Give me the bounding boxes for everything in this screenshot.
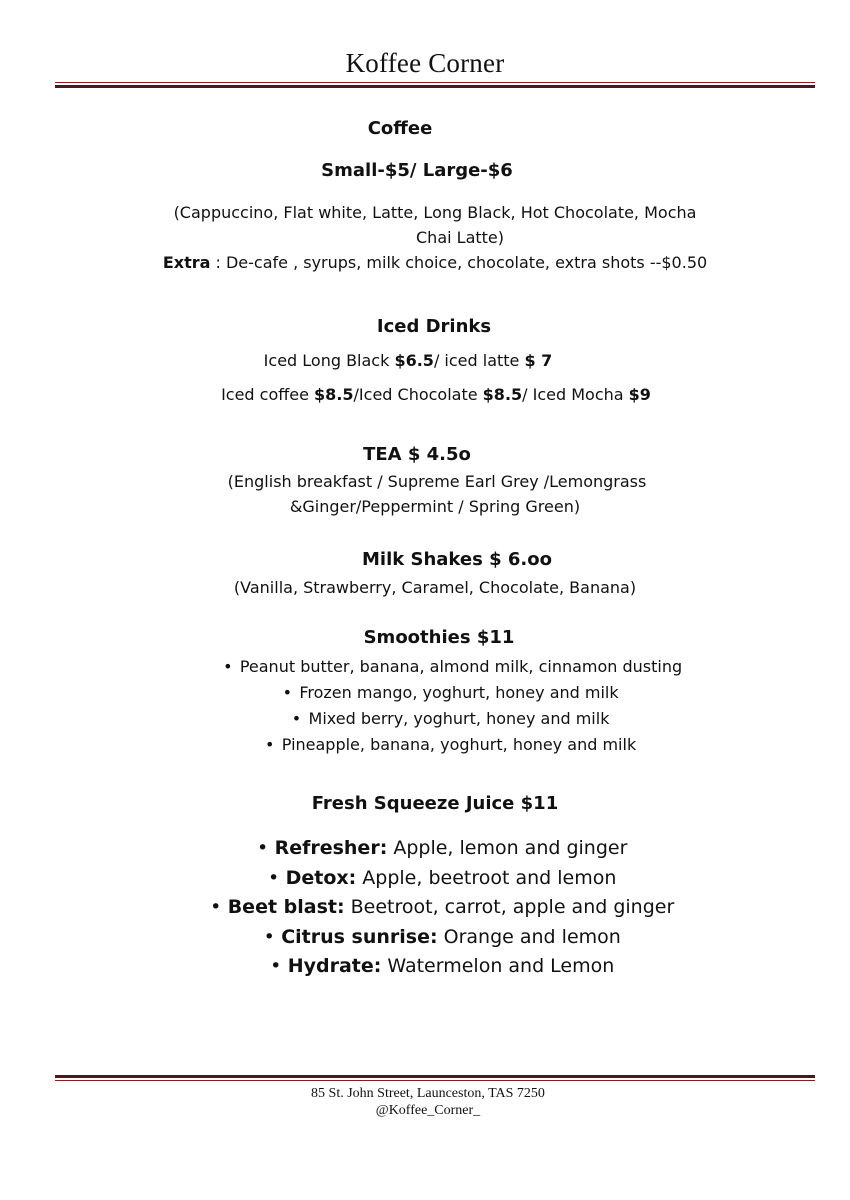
iced-item-text: Iced coffee xyxy=(221,385,315,404)
smoothies-heading: Smoothies $11 xyxy=(363,627,515,648)
juice-item xyxy=(14,926,850,948)
footer-divider xyxy=(55,1075,815,1082)
bullet-icon: • xyxy=(210,896,222,918)
bullet-icon: • xyxy=(282,683,293,702)
smoothie-item-text: Pineapple, banana, yoghurt, honey and milk xyxy=(281,735,637,754)
smoothie-item xyxy=(22,735,850,754)
iced-item-text: / Iced Mocha xyxy=(522,385,629,404)
bullet-icon: • xyxy=(256,837,269,859)
juice-item-desc: Apple, beetroot and lemon xyxy=(356,867,617,889)
iced-line1 xyxy=(0,351,833,370)
bullet-icon: • xyxy=(270,955,282,977)
bullet-icon: • xyxy=(267,867,280,889)
juice-heading: Fresh Squeeze Juice $11 xyxy=(311,793,559,814)
iced-item-price: $9 xyxy=(628,385,651,404)
juice-item-name: Refresher: xyxy=(274,837,388,859)
iced-item-price: $8.5 xyxy=(482,385,523,404)
juice-item-name: Citrus sunrise: xyxy=(281,926,438,948)
juice-item-desc: Orange and lemon xyxy=(437,926,621,948)
shakes-heading: Milk Shakes $ 6.oo xyxy=(362,549,552,570)
juice-item xyxy=(14,955,850,977)
smoothie-item xyxy=(24,657,850,676)
coffee-extras xyxy=(10,253,850,272)
juice-item xyxy=(14,837,850,859)
footer-address: 85 St. John Street, Launceston, TAS 7250 xyxy=(311,1086,545,1101)
bullet-icon: • xyxy=(265,735,275,754)
bullet-icon: • xyxy=(223,657,233,676)
coffee-price: Small-$5/ Large-$6 xyxy=(321,160,513,181)
juice-item-desc: Watermelon and Lemon xyxy=(381,955,615,977)
juice-item-name: Hydrate: xyxy=(287,955,382,977)
extra-text: : De-cafe , syrups, milk choice, chocolate, extra shots --$0.50 xyxy=(210,253,708,272)
juice-item-desc: Apple, lemon and ginger xyxy=(387,837,628,859)
iced-item-price: $8.5 xyxy=(314,385,354,404)
extra-label: Extra xyxy=(162,253,211,272)
bullet-icon: • xyxy=(291,709,302,728)
coffee-types-line2: Chai Latte) xyxy=(416,228,504,247)
header-divider xyxy=(55,82,815,89)
footer-handle: @Koffee_Corner_ xyxy=(375,1103,481,1118)
iced-item-price: $ 7 xyxy=(524,351,553,370)
smoothie-item xyxy=(22,709,850,728)
smoothie-item-text: Mixed berry, yoghurt, honey and milk xyxy=(308,709,610,728)
juice-item xyxy=(14,896,850,918)
smoothie-item-text: Peanut butter, banana, almond milk, cinnamon dusting xyxy=(239,657,683,676)
juice-item xyxy=(14,867,850,889)
iced-item-price: $6.5 xyxy=(394,351,434,370)
tea-line2: &Ginger/Peppermint / Spring Green) xyxy=(289,497,581,516)
smoothie-item-text: Frozen mango, yoghurt, honey and milk xyxy=(299,683,619,702)
tea-line1: (English breakfast / Supreme Earl Grey /Lemongrass xyxy=(227,472,647,491)
coffee-heading: Coffee xyxy=(367,118,433,139)
iced-item-text: Iced Long Black xyxy=(263,351,395,370)
juice-item-name: Detox: xyxy=(285,867,357,889)
iced-line2 xyxy=(11,385,850,404)
juice-item-name: Beet blast: xyxy=(227,896,345,918)
tea-heading: TEA $ 4.5o xyxy=(363,444,471,465)
coffee-types-line1: (Cappuccino, Flat white, Latte, Long Black, Hot Chocolate, Mocha xyxy=(173,203,697,222)
shakes-flavours: (Vanilla, Strawberry, Caramel, Chocolate, Banana) xyxy=(233,578,637,597)
page-title: Koffee Corner xyxy=(345,48,505,78)
smoothie-item xyxy=(22,683,850,702)
bullet-icon: • xyxy=(263,926,275,948)
juice-item-desc: Beetroot, carrot, apple and ginger xyxy=(344,896,675,918)
iced-item-text: / iced latte xyxy=(433,351,525,370)
iced-item-text: /Iced Chocolate xyxy=(353,385,483,404)
iced-heading: Iced Drinks xyxy=(376,316,492,337)
